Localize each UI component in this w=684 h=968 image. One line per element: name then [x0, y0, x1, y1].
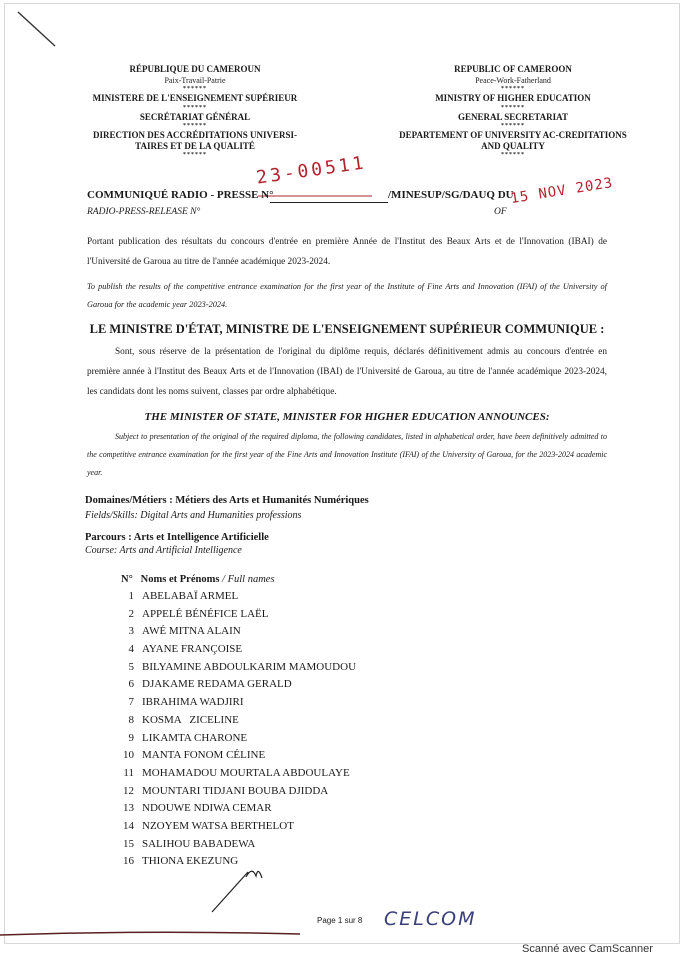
- list-item-number: 15: [123, 837, 134, 850]
- list-header: [121, 574, 275, 585]
- list-item-number: 9: [128, 731, 134, 744]
- communique-label: COMMUNIQUÉ RADIO - PRESSE N°: [87, 189, 274, 201]
- intro-en: To publish the results of the competitive entrance examination for the first year of the Institute of Fine Arts and Innovation (IFAI) of the University of Garoua for the academic year 2023-2024.: [87, 282, 607, 309]
- list-item: [110, 767, 356, 785]
- pen-stroke-top: [18, 12, 55, 46]
- list-item: [110, 643, 356, 661]
- list-item: [110, 749, 356, 767]
- list-item-name: MANTA FONOM CÉLINE: [142, 749, 266, 762]
- intro-fr: Portant publication des résultats du concours d'entrée en première Année de l'Institut des Beaux Arts et de l'Innovation (IBAI) de l'Université de Garoua au titre de l'année académique 2023-2024.: [87, 237, 607, 267]
- body-en: Subject to presentation of the original of the required diploma, the following candidates, listed in alphabetical order, have been definitively admitted to the competitive entrance examination for the first year of the Fine Arts and Innovation Institute (IFAI) of the University of Garoua, for the 2023-2024 academic year.: [87, 432, 607, 477]
- list-item: [110, 714, 356, 732]
- admitted-list: [110, 590, 356, 873]
- list-item-number: 16: [123, 855, 134, 868]
- announce-fr: LE MINISTRE D'ÉTAT, MINISTRE DE L'ENSEIGNEMENT SUPÉRIEUR COMMUNIQUE :: [89, 322, 605, 336]
- list-item-name: NDOUWE NDIWA CEMAR: [142, 802, 272, 815]
- list-item: [110, 820, 356, 838]
- course-label-en: Course: Arts and Artificial Intelligence: [85, 545, 242, 556]
- course-label: Parcours : Arts et Intelligence Artificielle: [85, 532, 269, 543]
- list-item-name: LIKAMTA CHARONE: [142, 731, 248, 744]
- list-item-number: 3: [128, 625, 134, 638]
- list-item-name: AWÉ MITNA ALAIN: [142, 625, 241, 638]
- list-col-num: N°: [121, 574, 133, 585]
- list-col-names-en: / Full names: [222, 574, 275, 585]
- list-item-number: 8: [128, 713, 134, 726]
- list-item: [110, 625, 356, 643]
- list-item-number: 14: [123, 819, 134, 832]
- communique-suffix: /MINESUP/SG/DAUQ DU: [388, 189, 514, 201]
- list-item-number: 4: [128, 643, 134, 656]
- list-item-number: 5: [128, 660, 134, 673]
- list-item: [110, 661, 356, 679]
- signature-stroke: [212, 871, 262, 912]
- scan-edge-line: [0, 932, 300, 935]
- header-right-en: REPUBLIC OF CAMEROON Peace-Work-Fatherland ****** MINISTRY OF HIGHER EDUCATION ****** GENERAL SECRETARIAT ****** DEPARTEMENT OF UNIVERSITY AC-CREDITATIONS AND QUALITY ******: [399, 64, 627, 159]
- list-item: [110, 785, 356, 803]
- date-stamp: 15 NOV 2023: [509, 174, 615, 208]
- ref-line: [270, 202, 388, 203]
- list-item-name: IBRAHIMA WADJIRI: [142, 696, 244, 709]
- body-fr: Sont, sous réserve de la présentation de l'original du diplôme requis, déclarés définitivement admis au concours d'entrée en première année à l'Institut des Beaux Arts et de l'Innovation (IBAI) de l'Université de Garoua, au titre de l'année académique 2023-2024, les candidats dont les noms suivent, classes par ordre alphabétique.: [87, 347, 607, 397]
- list-item: [110, 608, 356, 626]
- handwritten-initials: CELCOM: [384, 908, 477, 930]
- communique-label-en: RADIO-PRESS-RELEASE N°: [87, 207, 201, 217]
- list-item: [110, 855, 356, 873]
- list-item: [110, 590, 356, 608]
- list-item-name: ABELABAÏ ARMEL: [142, 590, 239, 602]
- domain-label-en: Fields/Skills: Digital Arts and Humanities professions: [85, 510, 302, 521]
- list-item: [110, 802, 356, 820]
- list-item-name: DJAKAME REDAMA GERALD: [142, 678, 292, 691]
- scanner-watermark: Scanné avec CamScanner: [522, 943, 653, 955]
- list-item: [110, 732, 356, 750]
- list-col-names: Noms et Prénoms: [140, 574, 220, 585]
- list-item-name: THIONA EKEZUNG: [142, 855, 239, 868]
- list-item-name: APPELÉ BÉNÉFICE LAËL: [142, 607, 269, 620]
- list-item-name: BILYAMINE ABDOULKARIM MAMOUDOU: [142, 660, 357, 673]
- list-item-name: MOUNTARI TIDJANI BOUBA DJIDDA: [142, 784, 329, 797]
- list-item-name: SALIHOU BABADEWA: [142, 837, 256, 850]
- list-item-name: MOHAMADOU MOURTALA ABDOULAYE: [142, 766, 350, 779]
- header-left-fr: RÉPUBLIQUE DU CAMEROUN Paix-Travail-Patrie ****** MINISTERE DE L'ENSEIGNEMENT SUPÉRIEUR ****** SECRÉTARIAT GÉNÉRAL ****** DIRECTION DES ACCRÉDITATIONS UNIVERSI-TAIRES ET DE LA QUALITÉ ******: [92, 64, 298, 159]
- list-item-name: AYANE FRANÇOISE: [142, 643, 243, 656]
- announce-en: THE MINISTER OF STATE, MINISTER FOR HIGHER EDUCATION ANNOUNCES:: [144, 411, 550, 423]
- list-item-number: 2: [128, 607, 134, 620]
- list-item-name: NZOYEM WATSA BERTHELOT: [142, 819, 294, 832]
- communique-of: OF: [494, 207, 507, 217]
- list-item-number: 7: [128, 696, 134, 709]
- list-item: [110, 678, 356, 696]
- page-number: Page 1 sur 8: [317, 916, 363, 925]
- list-item-name: KOSMA ZICELINE: [142, 713, 239, 726]
- list-item-number: 12: [123, 784, 134, 797]
- domain-label: Domaines/Métiers : Métiers des Arts et Humanités Numériques: [85, 495, 369, 506]
- list-item: [110, 696, 356, 714]
- list-item-number: 11: [123, 766, 134, 779]
- list-item-number: 6: [128, 678, 134, 691]
- list-item-number: 1: [128, 590, 134, 602]
- list-item-number: 13: [123, 802, 134, 815]
- list-item: [110, 838, 356, 856]
- ref-number-stamp: 23-00511: [255, 152, 368, 189]
- list-item-number: 10: [123, 749, 134, 762]
